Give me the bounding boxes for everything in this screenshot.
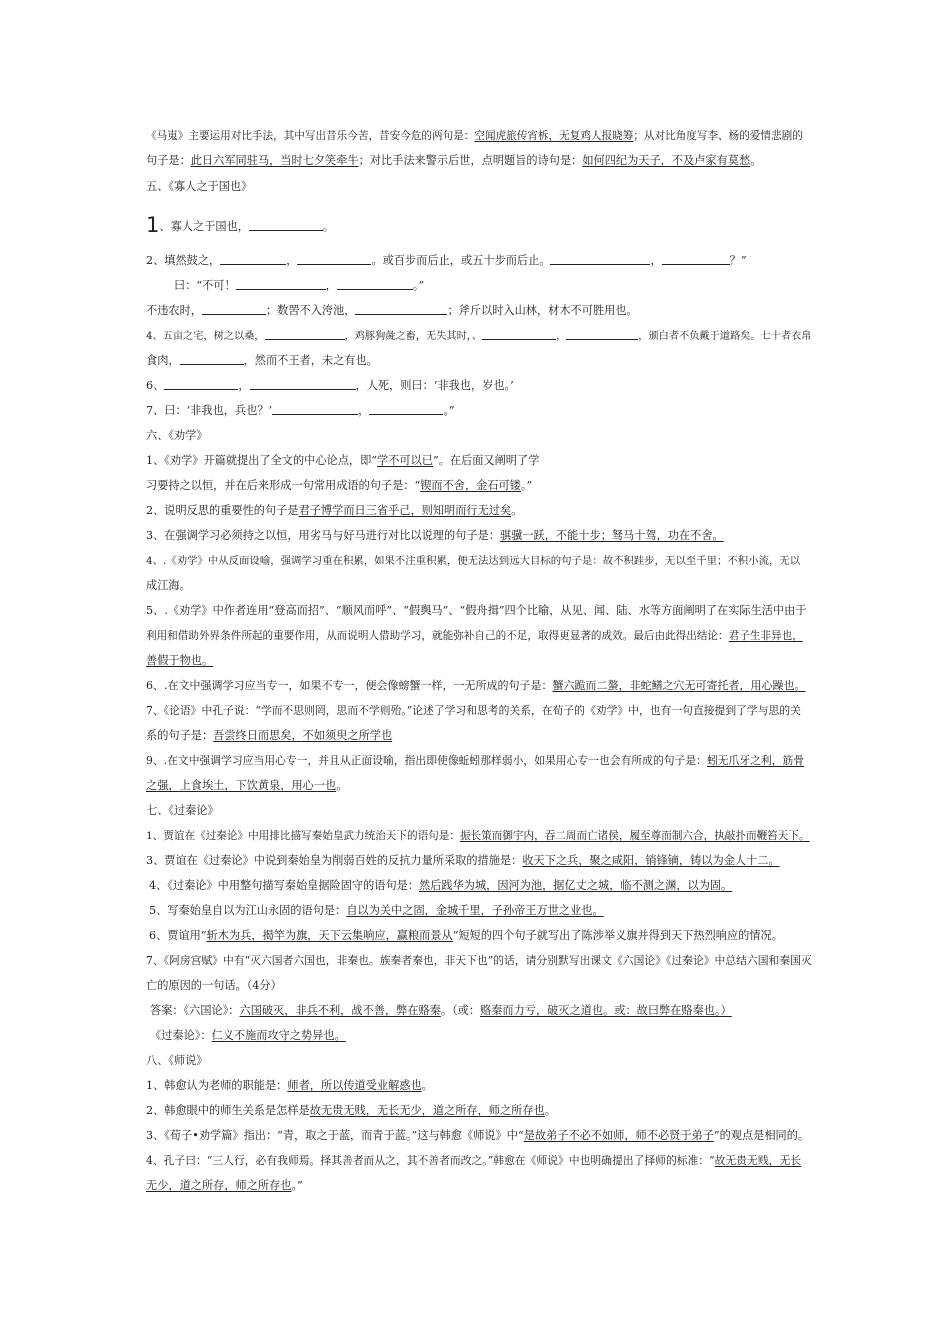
text: 系的句子是：	[146, 729, 214, 742]
text: ；数罟不入洿池，	[265, 304, 356, 317]
text: 曰：“不可！	[174, 279, 236, 292]
text: 习要持之以恒，并在后来形成一句常用成语的句子是：“	[146, 479, 421, 492]
section-8-heading: 八、《师说》	[146, 1054, 208, 1067]
text: 4、《过秦论》中用整句描写秦始皇据险固守的语句是：	[149, 879, 420, 892]
s5-question-3	[146, 303, 638, 319]
s5-question-2-cont	[174, 278, 424, 294]
text: 。”	[412, 279, 425, 292]
mashi-line-2	[146, 153, 761, 169]
answer-underline: 六国破灭，非兵不利，战不善，弊在赂秦	[239, 1004, 441, 1017]
answer-underline: 锲而不舍，金石可镂	[420, 479, 521, 492]
text: ；斧斤以时入山林，材木不可胜用也。	[447, 304, 638, 317]
section-5-heading: 五、《寡人之于国也》	[146, 180, 253, 193]
text: ，鸡豚狗彘之畜，无失其时，、	[344, 331, 483, 342]
text: ，	[358, 404, 370, 417]
fill-blank	[249, 219, 323, 231]
mashi-line-1	[146, 128, 803, 144]
text: 1、贾谊在《过秦论》中用排比描写秦始皇武力统治天下的语句是：	[146, 830, 460, 842]
text: 。	[336, 779, 348, 792]
fill-blank	[550, 253, 650, 265]
answer-underline: 无少，道之所存，师之所存也	[146, 1179, 292, 1192]
text: 《马嵬》主要运用对比手法，其中写出昔乐今苦，昔安今危的两句是：	[146, 130, 475, 142]
s5-question-4	[146, 328, 811, 345]
text: 《过秦论》：	[150, 1029, 212, 1042]
text: 。”	[291, 1179, 303, 1192]
fill-blank	[662, 253, 730, 265]
text: ”短短的四个句子就写出了陈涉举义旗并得到天下热烈响应的情况。	[452, 929, 783, 942]
fill-blank	[355, 303, 447, 315]
text: 。	[750, 154, 762, 167]
text: 。	[421, 1079, 433, 1092]
text: 句子是：	[146, 154, 191, 167]
s7-answer	[150, 1003, 732, 1019]
text: 6、贾谊用“	[149, 929, 207, 942]
text: 。或百步而后止，或五十步而后止。	[371, 254, 551, 267]
text: ，	[325, 279, 337, 292]
text: ，颁白者不负戴于道路矣。七十者衣帛	[638, 331, 812, 342]
s7-question-7: 7、《阿房宫赋》中有“灭六国者六国也，非秦也。族秦者秦也，非天下也”的话，请分别默写出课文《六国论》《过秦论》中总结六国和秦国灭	[146, 954, 812, 967]
answer-underline: 故无贵无贱，无长	[714, 1154, 802, 1167]
answer-underline: 故无贵无贱，无长无少，道之所存，师之所存也	[309, 1104, 545, 1117]
text: 9、.在文中强调学习应当用心专一，并且从正面设喻，指出即使像蚯蚓那样弱小，如果用心专一也会有所成的句子是：	[146, 754, 707, 767]
text: 6、.在文中强调学习应当专一，如果不专一，便会像螃蟹一样，一无所成的句子是：	[146, 679, 553, 692]
s8-question-4-cont	[146, 1178, 303, 1194]
s6-question-1	[146, 453, 539, 469]
s7-question-6	[149, 928, 783, 944]
answer-underline: 骐骥一跃，不能十步；驽马十驾，功在不舍。	[499, 529, 724, 542]
text: ，	[238, 379, 250, 392]
s6-question-5-cont2	[146, 653, 213, 669]
s6-question-6	[146, 678, 806, 694]
s5-question-7	[146, 403, 455, 419]
text: 3、贾谊在《过秦论》中说到秦始皇为削弱百姓的反抗力量所采取的措施是：	[146, 854, 523, 867]
fill-blank	[180, 353, 244, 365]
answer-underline: 空闻虎旅传宵柝，无复鸡人报晓筹	[474, 130, 634, 142]
fill-blank	[236, 278, 326, 290]
s7-question-7-cont: 亡的原因的一句话。（4分）	[146, 979, 282, 992]
text: ，	[650, 254, 662, 267]
s7-question-4	[149, 878, 732, 894]
s6-question-9-cont	[146, 778, 347, 794]
text: 不违农时，	[146, 304, 202, 317]
answer-underline: 是故弟子不必不如师，师不必贤于弟子	[523, 1129, 714, 1142]
text: 。”	[520, 479, 533, 492]
answer-underline: 之强，上食埃土，下饮黄泉，用心一也	[146, 779, 337, 792]
text: 1、韩愈认为老师的职能是：	[146, 1079, 288, 1092]
answer-underline: 善假于物也。	[146, 654, 214, 667]
text: ”。在后面又阐明了学	[432, 454, 540, 467]
s5-question-6	[146, 378, 514, 394]
answer-underline: 然后践华为城，因河为池，据亿丈之城，临不测之渊，以为固。	[419, 879, 733, 892]
text: 3、在强调学习必须持之以恒，用劣马与好马进行对比以说理的句子是：	[146, 529, 500, 542]
s6-question-4: 4、.《劝学》中从反面设喻，强调学习重在积累，如果不注重积累，便无法达到远大目标的句子是：故不积跬步，无以至千里；不积小流，无以	[146, 555, 801, 567]
s5-question-1	[146, 214, 334, 236]
text: 7、曰：‘非我也，兵也？’	[146, 404, 273, 417]
s8-question-3	[146, 1128, 809, 1144]
text: ；从对比角度写李、杨的爱情悲剧的	[633, 130, 803, 142]
text: ”的观点是相同的。	[713, 1129, 810, 1142]
text: 。”	[443, 404, 455, 417]
fill-blank	[297, 253, 371, 265]
fill-blank	[369, 403, 443, 415]
s6-question-9	[146, 753, 804, 769]
text: ；对比手法来警示后世，点明题旨的诗句是：	[358, 154, 583, 167]
s7-question-3	[146, 853, 780, 869]
s6-question-4-cont: 成江海。	[146, 579, 191, 592]
answer-underline: 君子生非异也，	[728, 630, 803, 642]
answer-underline: 赂秦而力亏，破灭之道也。或：故曰弊在赂秦也。）	[480, 1004, 732, 1017]
s8-question-1	[146, 1078, 433, 1094]
text: ，然而不王者，未之有也。	[243, 354, 378, 367]
fill-blank	[272, 403, 358, 415]
answer-underline: 此日六军同驻马，当时七夕笑牵牛	[190, 154, 359, 167]
text: 答案：《六国论》：	[150, 1004, 240, 1017]
s6-question-5: 5、.《劝学》中作者连用“登高而招”、“顺风而呼”、“假舆马”、“假舟揖”四个比喻，从见、闻、陆、水等方面阐明了在实际生活中由于	[146, 604, 807, 617]
answer-underline: 师者，所以传道受业解惑也	[287, 1079, 422, 1092]
answer-underline: 收天下之兵，聚之咸阳，销锋镝，铸以为金人十二。	[522, 854, 780, 867]
text: 。（或：	[440, 1004, 481, 1017]
answer-underline: 振长策而御宇内，吞二周而亡诸侯，履至尊而制六合，执敲扑而鞭笞天下。	[459, 830, 810, 842]
answer-underline: 蟹六跪而二螯，非蛇鳝之穴无可寄托者，用心躁也。	[552, 679, 806, 692]
s7-question-1	[146, 828, 810, 844]
text: 2、填然鼓之，	[146, 254, 221, 267]
text: 2、说明反思的重要性的句子是	[146, 504, 299, 517]
text: 4、五亩之宅，树之以桑，	[146, 331, 265, 342]
text: 。	[511, 504, 523, 517]
question-number: 1	[146, 213, 160, 237]
s8-question-4	[146, 1153, 801, 1169]
text: 。	[544, 1104, 556, 1117]
text: 5、写秦始皇自以为江山永固的语句是：	[149, 904, 347, 917]
text: 、寡人之于国也，	[159, 220, 249, 233]
fill-blank	[337, 278, 413, 290]
answer-underline: 自以为关中之固，金城千里，子孙帝王万世之业也。	[346, 904, 604, 917]
s5-question-2	[146, 253, 747, 269]
answer-underline: 君子博学而日三省乎己，则知明而行无过矣	[298, 504, 512, 517]
s8-question-2	[146, 1103, 556, 1119]
answer-underline: 仁义不施而攻守之势异也。	[211, 1029, 346, 1042]
s7-question-5	[149, 903, 604, 919]
answer-underline: 蚓无爪牙之利，筋骨	[706, 754, 805, 767]
text: 4、孔子曰：“三人行，必有我师焉。择其善者而从之，其不善者而改之。”韩愈在《师说》中也明确提出了择师的标准：“	[146, 1154, 715, 1167]
fill-blank	[250, 378, 356, 390]
text: 6、	[146, 379, 165, 392]
s6-question-7: 7、《论语》中孔子说：“学而不思则罔，思而不学则殆。”论述了学习和思考的关系，在荀子的《劝学》中，也有一句直接提到了学与思的关	[146, 704, 801, 717]
fill-blank	[164, 378, 238, 390]
fill-blank	[220, 253, 286, 265]
fill-blank	[265, 328, 345, 340]
answer-underline: 如何四纪为天子，不及卢家有莫愁	[582, 154, 751, 167]
answer-underline: 学不可以已	[377, 454, 433, 467]
fill-blank	[566, 328, 638, 340]
text: ，	[286, 254, 298, 267]
section-6-heading: 六、《劝学》	[146, 429, 208, 442]
text: 1、《劝学》开篇就提出了全文的中心论点，即“	[146, 454, 377, 467]
text: ，人死，则曰：‘非我也，岁也。’	[355, 379, 514, 392]
text: 。	[322, 220, 335, 233]
s6-question-5-cont	[146, 628, 803, 644]
fill-blank	[202, 303, 266, 315]
s6-question-1-cont	[146, 478, 532, 494]
fill-blank	[482, 328, 556, 340]
s6-question-3	[146, 528, 724, 544]
section-7-heading: 七、《过秦论》	[146, 804, 219, 817]
text: 利用和借助外界条件所起的重要作用，从而说明人借助学习，就能弥补自己的不足，取得更显著的成效。最后由此得出结论：	[146, 630, 729, 642]
answer-underline: 斩木为兵，揭竿为旗，天下云集响应，赢粮而景从	[206, 929, 453, 942]
text: ，	[556, 331, 567, 342]
text: ？”	[729, 254, 747, 267]
text: 2、韩愈眼中的师生关系是怎样是	[146, 1104, 310, 1117]
answer-underline: 吾尝终日而思矣，不如须臾之所学也	[213, 729, 393, 742]
text: 食肉，	[146, 354, 180, 367]
s7-answer-cont	[150, 1028, 346, 1044]
s6-question-2	[146, 503, 522, 519]
s5-question-4-cont	[146, 353, 378, 369]
s6-question-7-cont	[146, 728, 392, 744]
text: 3、《荀子•劝学篇》指出：“青，取之于蓝，而青于蓝。”这与韩愈《师说》中“	[146, 1129, 524, 1142]
